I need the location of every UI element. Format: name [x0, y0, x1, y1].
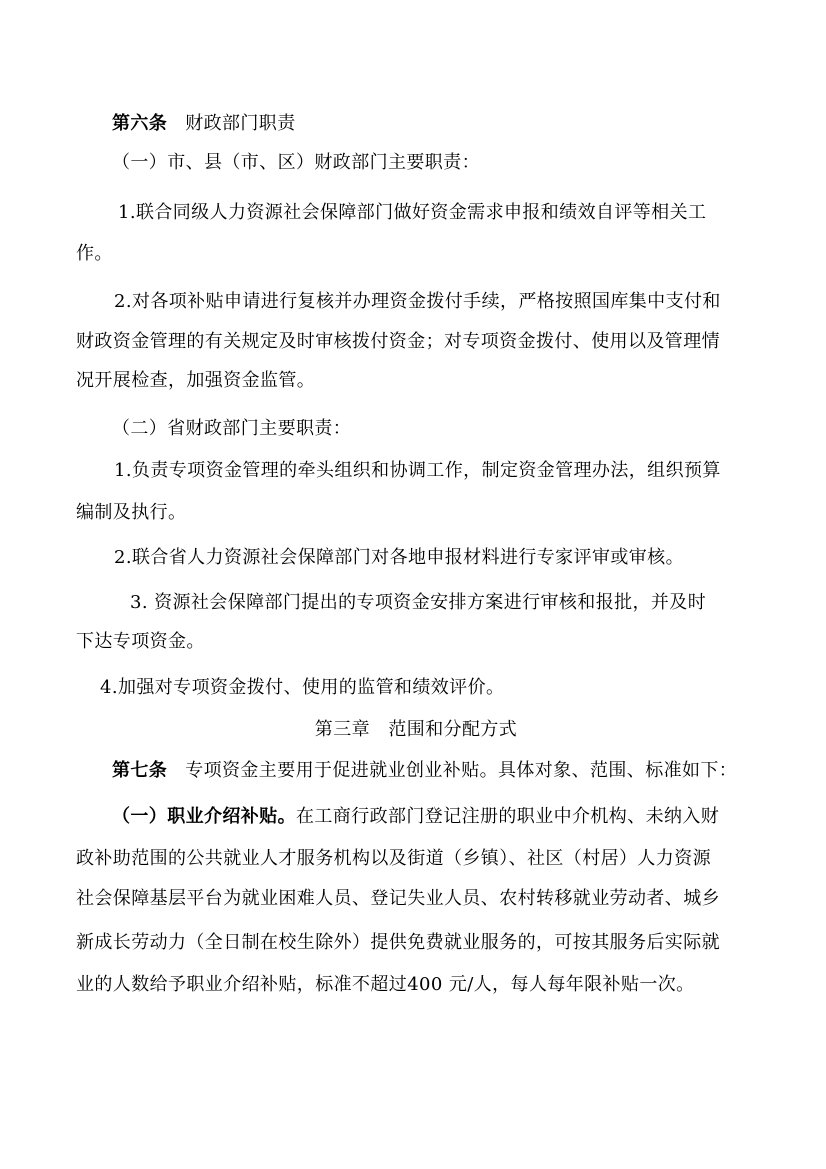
article-7-subsection-1-text: 在工商行政部门登记注册的职业中介机构、未纳入财 — [296, 806, 720, 827]
article-6-item-2-line-1: 2.对各项补贴申请进行复核并办理资金拨付手续，严格按照国库集中支付和 — [114, 291, 721, 312]
article-6-para-3-line-2: 下达专项资金。 — [76, 631, 205, 652]
article-7-text: 专项资金主要用于促进就业创业补贴。具体对象、范围、标准如下： — [185, 760, 738, 781]
article-7-subsection-1-title: （一）职业介绍补贴。 — [112, 806, 296, 827]
article-7-subsection-1-line-1 — [112, 795, 792, 839]
article-6-item-2-line-3: 况开展检查，加强资金监管。 — [76, 370, 316, 391]
article-6-title: 第六条 — [112, 113, 168, 134]
article-6-heading: 财政部门职责 — [185, 113, 296, 134]
article-6-para-4: 4.加强对专项资金拨付、使用的监管和绩效评价。 — [100, 677, 505, 698]
article-6-subsection-2: （二）省财政部门主要职责： — [112, 418, 352, 439]
article-7-heading-line — [112, 749, 792, 793]
chapter-3-title: 第三章 范围和分配方式 — [314, 719, 518, 740]
article-7-subsection-1-line-4: 新成长劳动力（全日制在校生除外）提供免费就业服务的，可按其服务后实际就 — [76, 932, 720, 953]
article-6-heading-line — [112, 102, 792, 146]
article-6-item-1-line-1: 1.联合同级人力资源社会保障部门做好资金需求申报和绩效自评等相关工 — [118, 202, 707, 223]
article-7-subsection-1-line-2: 政补助范围的公共就业人才服务机构以及街道（乡镇）、社区（村居）人力资源 — [76, 848, 711, 869]
article-7-subsection-1-line-3: 社会保障基层平台为就业困难人员、登记失业人员、农村转移就业劳动者、城乡 — [76, 888, 720, 909]
article-6-para-3-line-1: 3. 资源社会保障部门提出的专项资金安排方案进行审核和报批，并及时 — [130, 592, 707, 613]
article-7-subsection-1-line-5: 业的人数给予职业介绍补贴，标准不超过400 元/人，每人每年限补贴一次。 — [76, 974, 695, 995]
article-7-title: 第七条 — [112, 760, 168, 781]
article-6-para-1-line-2: 编制及执行。 — [76, 502, 187, 523]
article-6-subsection-1: （一）市、县（市、区）财政部门主要职责： — [112, 152, 480, 173]
article-6-item-2-line-2: 财政资金管理的有关规定及时审核拨付资金；对专项资金拨付、使用以及管理情 — [76, 331, 720, 352]
article-6-item-1-line-2: 作。 — [76, 243, 113, 264]
article-6-para-1-line-1: 1.负责专项资金管理的牵头组织和协调工作，制定资金管理办法，组织预算 — [114, 460, 721, 481]
article-6-para-2: 2.联合省人力资源社会保障部门对各地申报材料进行专家评审或审核。 — [114, 547, 684, 568]
